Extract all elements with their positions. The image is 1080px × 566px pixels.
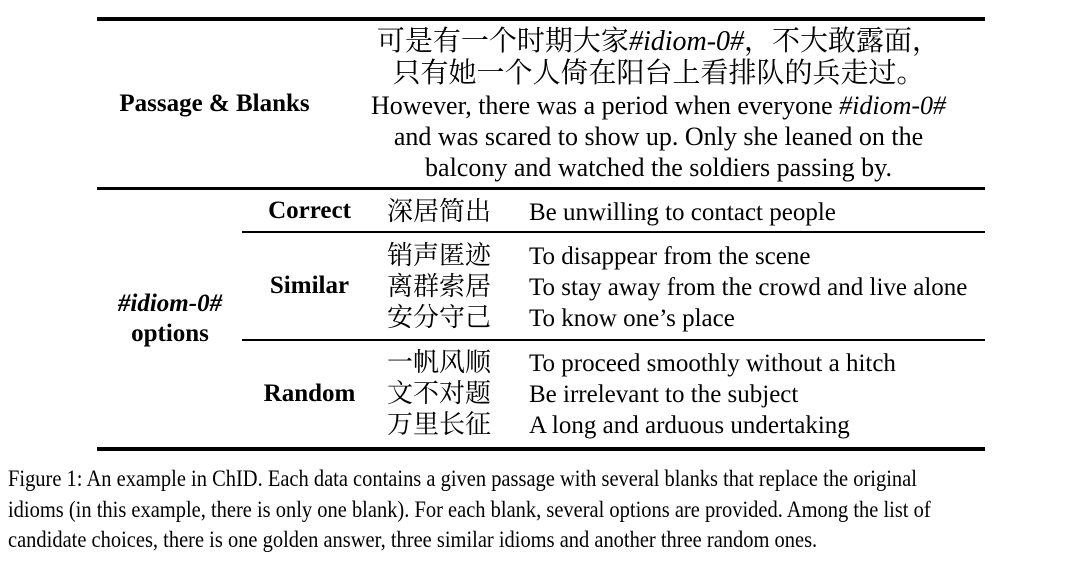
idiom-meaning: To know one’s place xyxy=(529,304,735,332)
options-table-body xyxy=(242,190,985,447)
passage-line-zh-1: 可是有一个时期大家#idiom-0#，不大敢露面， xyxy=(376,25,941,57)
option-row xyxy=(377,240,985,271)
correct-items xyxy=(377,190,985,232)
idiom-text: 万里长征 xyxy=(387,410,492,439)
idiom-text: 安分守己 xyxy=(387,302,492,332)
category-label-similar: Similar xyxy=(269,272,350,299)
idiom-meaning: Be unwilling to contact people xyxy=(529,198,836,226)
idiom-text: 文不对题 xyxy=(387,379,492,408)
figure-caption xyxy=(8,464,931,556)
idiom-text: 深居简出 xyxy=(387,196,492,226)
idiom-options-row-header xyxy=(97,190,243,447)
options-group-correct xyxy=(242,190,985,232)
random-items xyxy=(377,340,985,447)
option-row xyxy=(377,196,985,227)
option-row xyxy=(377,347,985,378)
idiom-text: 销声匿迹 xyxy=(387,240,492,270)
idiom-meaning: Be irrelevant to the subject xyxy=(529,381,799,408)
passage-line-en-2: and was scared to show up. Only she leaned on the xyxy=(393,121,924,151)
idiom-meaning: To proceed smoothly without a hitch xyxy=(529,350,896,377)
passage-blanks-row-header: Passage & Blanks xyxy=(119,90,310,117)
option-row xyxy=(377,409,985,440)
table-bottom-rule xyxy=(97,447,985,451)
idiom-options-header-word: options xyxy=(131,319,209,347)
passage-text-block xyxy=(332,21,985,187)
passage-line-en-3: balcony and watched the soldiers passing by. xyxy=(425,152,892,182)
idiom-meaning: A long and arduous undertaking xyxy=(529,412,850,439)
passage-line-zh-2: 只有她一个人倚在阳台上看排队的兵走过。 xyxy=(392,57,925,89)
idiom-meaning: To disappear from the scene xyxy=(529,242,811,270)
option-row xyxy=(377,271,985,302)
category-label-correct: Correct xyxy=(268,197,351,224)
idiom-meaning: To stay away from the crowd and live alone xyxy=(529,273,968,301)
passage-line-en-1: However, there was a period when everyone #idiom-0# xyxy=(370,90,947,120)
idiom-options-header-token: #idiom-0# xyxy=(117,289,223,317)
options-group-random xyxy=(242,340,985,447)
idiom-text: 一帆风顺 xyxy=(387,348,492,377)
caption-line: idioms (in this example, there is only one blank). For each blank, several options are provided. Among the list of xyxy=(8,496,931,522)
caption-line: candidate choices, there is one golden answer, three similar idioms and another three random ones. xyxy=(8,527,818,552)
idiom-text: 离群索居 xyxy=(387,271,492,301)
similar-items xyxy=(377,232,985,340)
option-row xyxy=(377,378,985,409)
option-row xyxy=(377,302,985,333)
caption-line: Figure 1: An example in ChID. Each data contains a given passage with several blanks that replace the original xyxy=(8,466,917,491)
category-label-random: Random xyxy=(263,379,356,407)
options-group-similar xyxy=(242,232,985,340)
